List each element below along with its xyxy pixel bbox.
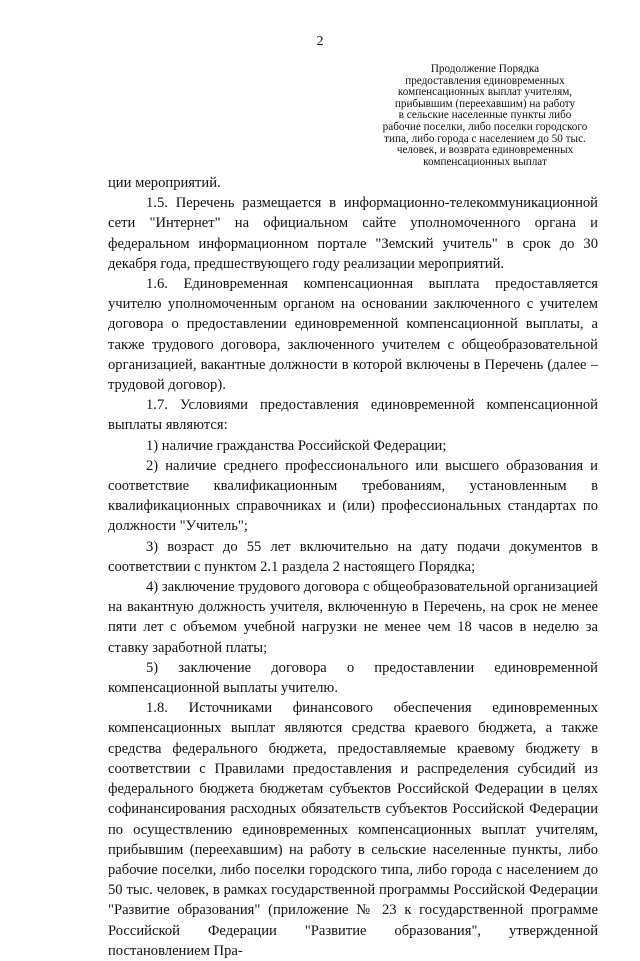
header-line: в сельские населенные пункты либо (398, 109, 572, 122)
header-line: Продолжение Порядка (430, 63, 540, 75)
condition-item-3: 3) возраст до 55 лет включительно на дату подачи документов в соответствии с пунктом 2.1 раздела 2 настоящего Порядка; (108, 538, 598, 575)
condition-item-2: 2) наличие среднего профессионального или высшего образования и соответствие квалификационным требованиям, установленным в квалификационных справочниках и (или) профессиональных стандартах по должности "Учитель"; (108, 457, 598, 535)
paragraph-1-5: 1.5. Перечень размещается в информационно-телекоммуникационной сети "Интернет" на официальном сайте уполномоченного органа и федеральном информационном портале "Земский учитель" в срок до 30 декабря года, предшествующего году реализации мероприятий. (108, 195, 598, 272)
header-line: рабочие поселки, либо поселки городского (382, 120, 588, 133)
page-number: 2 (316, 34, 324, 49)
paragraph-1-8: 1.8. Источниками финансового обеспечения единовременных компенсационных выплат являются средства краевого бюджета, а также средства федерального бюджета, предоставляемые краевому бюджету в соответствии с Правилами предоставления и распределения субсидий из федерального бюджета бюджетам субъектов Российской Федерации в целях софинансирования расходных обязательств субъектов Российской Федерации по осуществлению единовременных компенсационных выплат учителям, прибывшим (переехавшим) на работу в сельские населенные пункты, либо рабочие поселки, либо поселки городского типа, либо города с населением до 50 тыс. человек, в рамках государственной программы Российской Федерации "Развитие образования" (приложение № 23 к государственной программе Российской Федерации "Развитие образования", утвержденной постановлением Пра- (108, 700, 598, 959)
condition-item-1: 1) наличие гражданства Российской Федерации; (146, 437, 447, 454)
document-body (108, 173, 598, 961)
condition-item-4: 4) заключение трудового договора с общеобразовательной организацией на вакантную должность учителя, включенную в Перечень, на срок не менее пяти лет с объемом учебной нагрузки не менее чем 18 часов в неделю за ставку заработной платы; (108, 579, 598, 656)
document-header-continuation (376, 64, 594, 168)
header-line: предоставления единовременных (405, 74, 565, 87)
paragraph-continuation: ции мероприятий. (108, 175, 221, 191)
header-line: компенсационных выплат учителям, (397, 86, 573, 99)
header-line: типа, либо города с населением до 50 тыс. (384, 132, 586, 145)
paragraph-1-6: 1.6. Единовременная компенсационная выплата предоставляется учителю уполномоченным органом на основании заключенного с учителем договора о предоставлении единовременной компенсационной выплаты, а также трудового договора, заключенного учителем с общеобразовательной организацией, вакантные должности в которой включены в Перечень (далее – трудовой договор). (108, 276, 598, 394)
condition-item-5: 5) заключение договора о предоставлении единовременной компенсационной выплаты учителю. (108, 659, 598, 697)
header-line: человек, и возврата единовременных (396, 144, 574, 157)
paragraph-1-7: 1.7. Условиями предоставления единовременной компенсационной выплаты являются: (108, 397, 598, 434)
header-line: компенсационных выплат (423, 155, 547, 168)
header-line: прибывшим (переехавшим) на работу (394, 97, 576, 110)
